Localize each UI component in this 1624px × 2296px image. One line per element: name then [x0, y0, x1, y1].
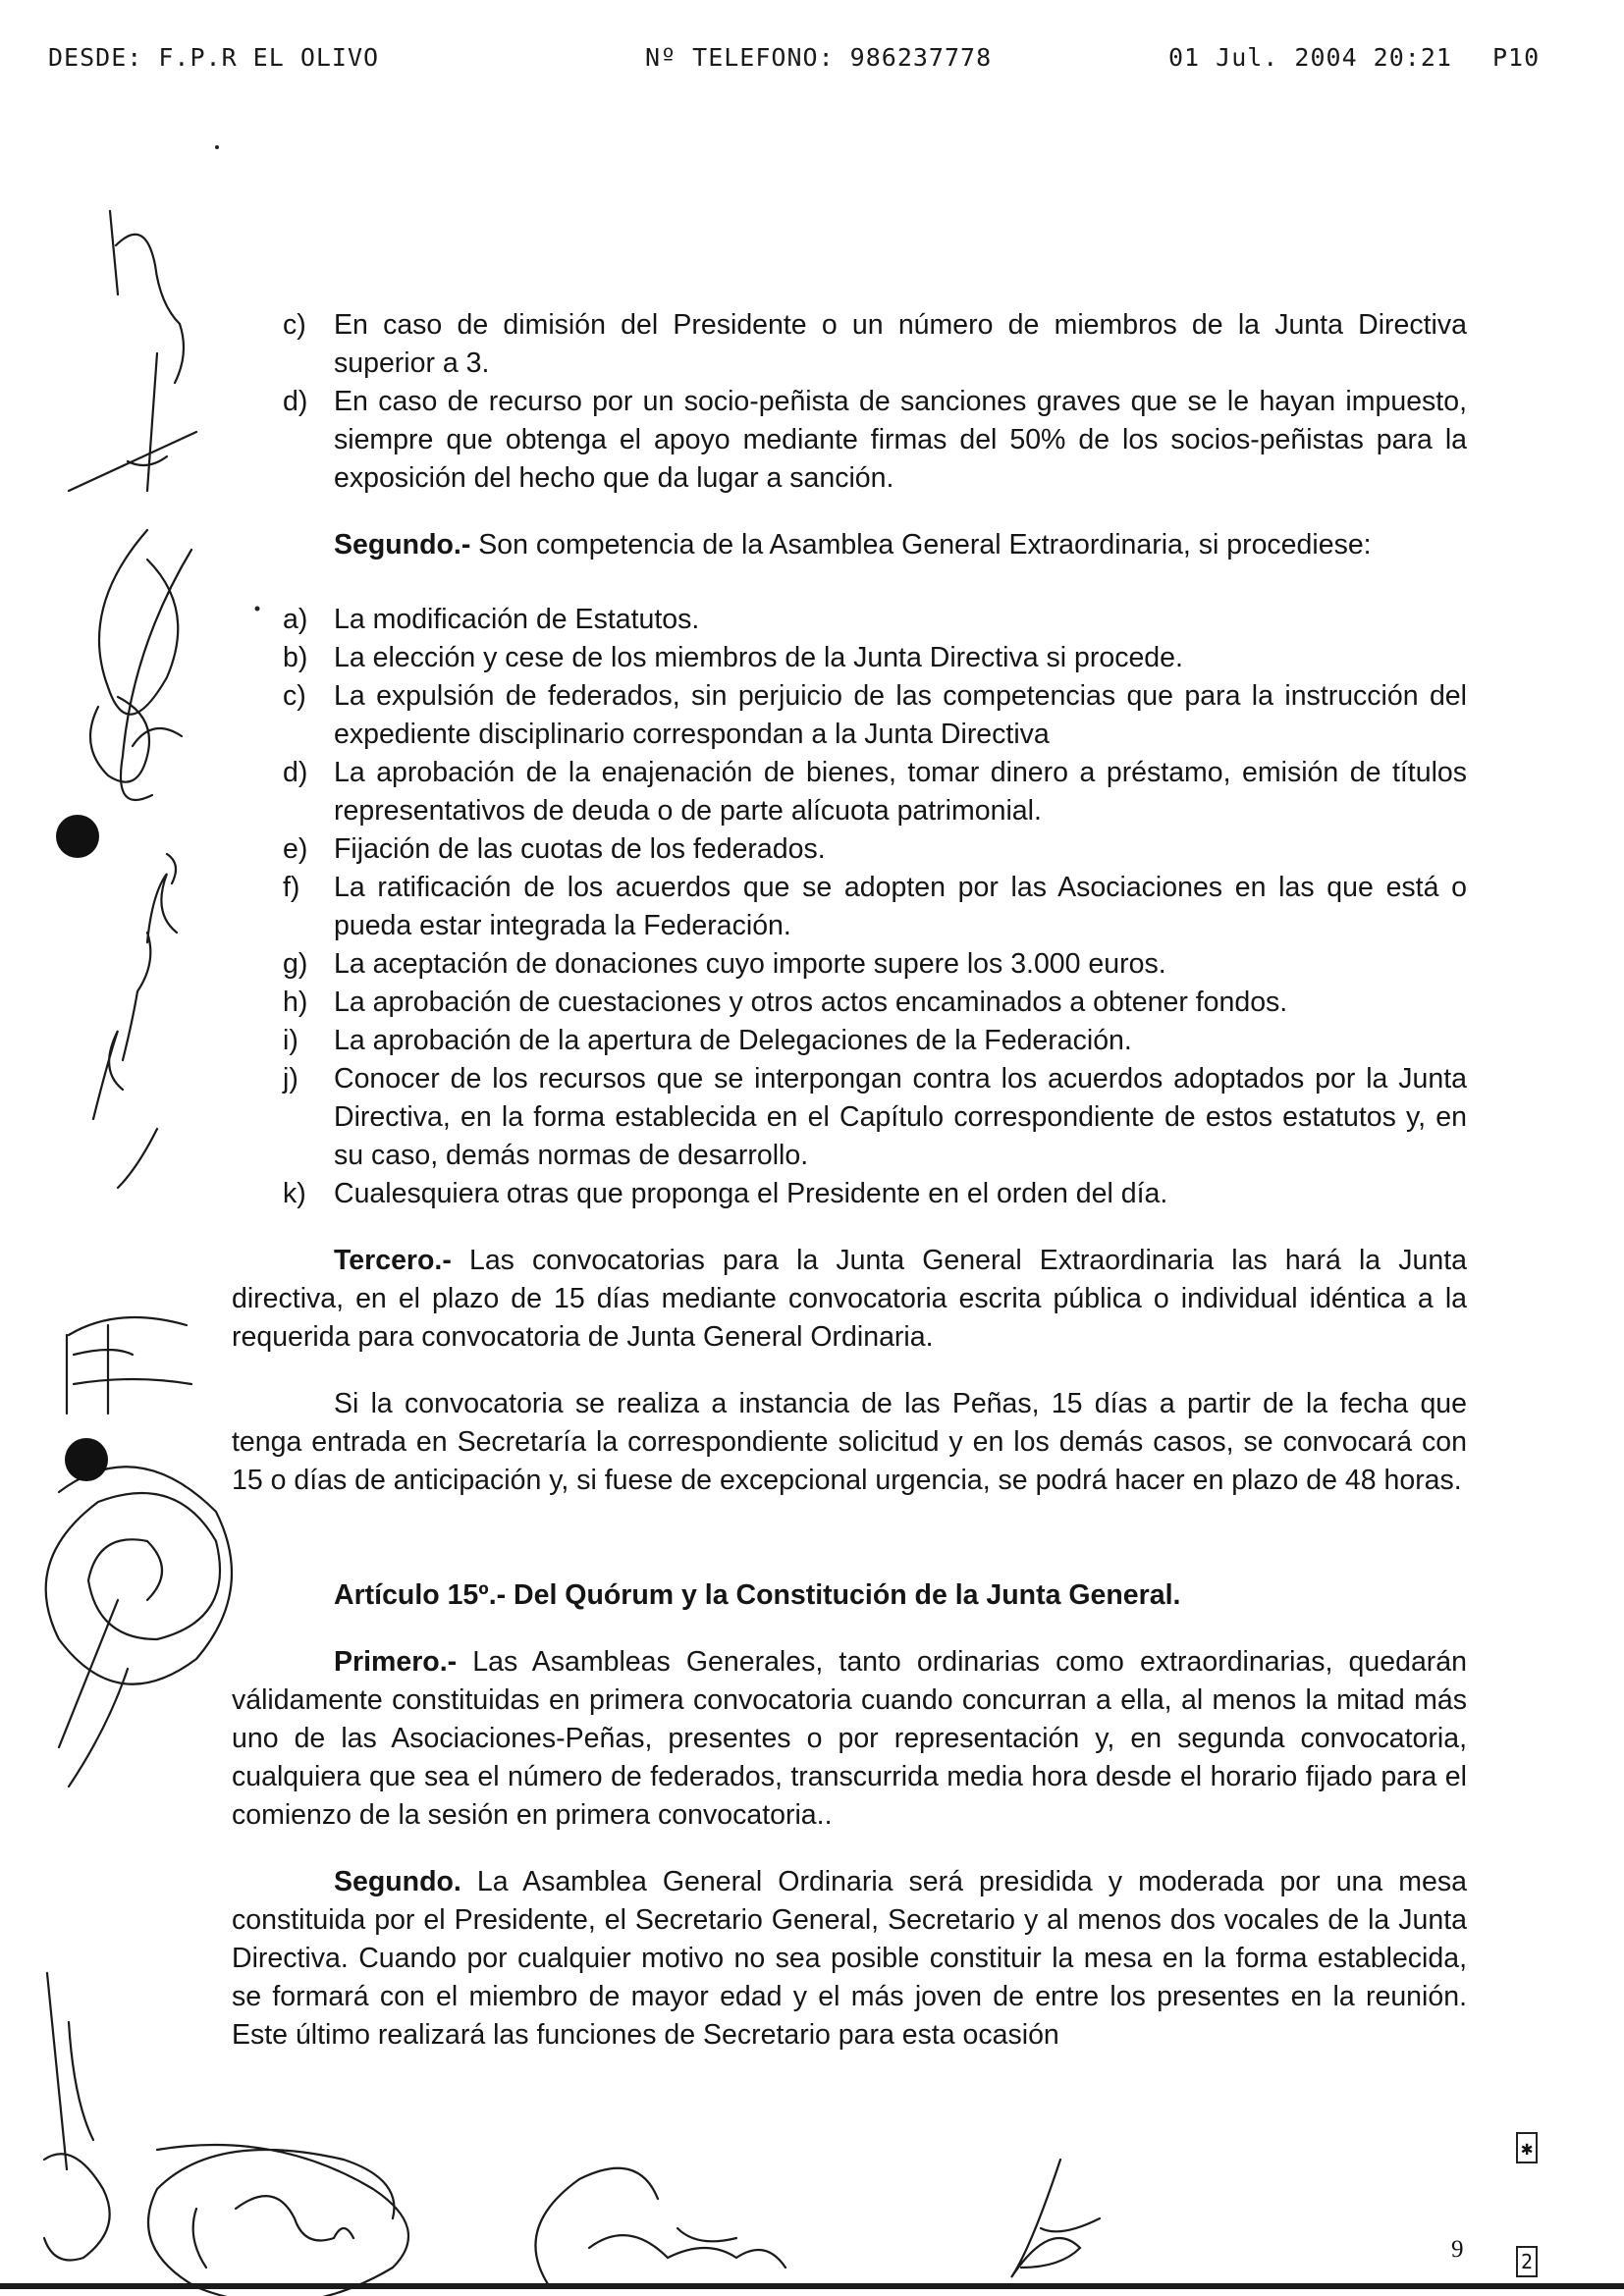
- list-marker: e): [283, 833, 308, 865]
- margin-vertical-name: [93, 854, 177, 1188]
- fax-page-code: P10: [1492, 43, 1541, 72]
- margin-signature-mark: [99, 530, 191, 800]
- list-item: [232, 1175, 1467, 1213]
- list-text: Fijación de las cuotas de los federados.: [334, 833, 826, 865]
- list-item: [232, 1060, 1467, 1175]
- list-marker: d): [283, 386, 308, 417]
- list-item: [232, 306, 1467, 383]
- list-text: En caso de recurso por un socio-peñista de sanciones graves que se le hayan impuesto, siempre que obtenga el apoyo mediante firmas del 50% de los socios-peñistas para la exposición del hecho que da lugar a sanción.: [334, 386, 1467, 494]
- list-text: La ratificación de los acuerdos que se adopten por las Asociaciones en las que está o pueda estar integrada la Federación.: [334, 872, 1467, 941]
- segundo2-text: La Asamblea General Ordinaria será presidida y moderada por una mesa constituida por el Presidente, el Secretario General, Secretario y al menos dos vocales de la Junta Directiva. Cuando por cualquier motivo no sea posible constituir la mesa en la forma establecida, se formará con el miembro de mayor edad y el más joven de entre los presentes en la reunión. Este último realizará las funciones de Secretario para esta ocasión: [232, 1866, 1467, 2051]
- list-top: [232, 306, 1467, 498]
- list-item: [232, 754, 1467, 830]
- list-item: [232, 677, 1467, 754]
- fax-sender: DESDE: F.P.R EL OLIVO: [48, 43, 380, 72]
- hole-punch-mark: [65, 1438, 108, 1481]
- segundo-text: Son competencia de la Asamblea General Extraordinaria, si procediese:: [470, 529, 1372, 561]
- list-marker: c): [283, 309, 306, 341]
- tercero-lead: Tercero.-: [334, 1245, 452, 1276]
- list-item: [232, 945, 1467, 984]
- article-15-heading: Artículo 15º.- Del Quórum y la Constitución de la Junta General.: [334, 1579, 1181, 1611]
- list-item: [232, 830, 1467, 869]
- fax-datetime: 01 Jul. 2004 20:21: [1168, 43, 1452, 72]
- segundo-lead: Segundo.-: [334, 529, 471, 561]
- corner-box-mark: 2: [1516, 2246, 1538, 2277]
- convocatoria-paragraph: Si la convocatoria se realiza a instancia de las Peñas, 15 días a partir de la fecha que tenga entrada en Secretaría la correspondiente solicitud y en los demás casos, se convocará con 15 o días de anticipación y, si fuese de excepcional urgencia, se podrá hacer en plazo de 48 horas.: [232, 1388, 1467, 1496]
- hole-punch-mark: [56, 815, 99, 858]
- segundo2-lead: Segundo.: [334, 1866, 461, 1897]
- list-marker: g): [283, 948, 308, 980]
- fax-header: [0, 43, 1624, 82]
- list-item: [232, 1022, 1467, 1060]
- list-text: Cualesquiera otras que proponga el Presidente en el orden del día.: [334, 1178, 1168, 1209]
- bottom-signature-3: [1011, 2160, 1100, 2277]
- margin-bottom-mark: [44, 1973, 110, 2261]
- primero-lead: Primero.-: [334, 1646, 458, 1678]
- tercero-text: Las convocatorias para la Junta General Extraordinaria las hará la Junta directiva, en el plazo de 15 días mediante convocatoria escrita pública o individual idéntica a la requerida para convocatoria de Junta General Ordinaria.: [232, 1245, 1467, 1353]
- list-marker: h): [283, 987, 308, 1018]
- list-text: La modificación de Estatutos.: [334, 604, 700, 635]
- list-marker: f): [283, 872, 300, 903]
- list-marker: i): [283, 1025, 298, 1056]
- primero-text: Las Asambleas Generales, tanto ordinarias como extraordinarias, quedarán válidamente constituidas en primera convocatoria cuando concurran a ella, al menos la mitad más uno de las Asociaciones-Peñas, presentes o por representación y, en segunda convocatoria, cualquiera que sea el número de federados, transcurrida media hora desde el horario fijado para el comienzo de la sesión en primera convocatoria..: [232, 1646, 1467, 1831]
- margin-signature-mark: [90, 697, 182, 782]
- list-text: La expulsión de federados, sin perjuicio de las competencias que para la instrucción del expediente disciplinario correspondan a la Junta Directiva: [334, 680, 1467, 750]
- list-text: La aprobación de la enajenación de bienes, tomar dinero a préstamo, emisión de títulos representativos de deuda o de parte alícuota patrimonial.: [334, 757, 1467, 827]
- margin-initial-mark: [110, 211, 184, 383]
- tercero-paragraph: [232, 1242, 1467, 1357]
- list-text: La aceptación de donaciones cuyo importe supere los 3.000 euros.: [334, 948, 1166, 980]
- list-text: Conocer de los recursos que se interpongan contra los acuerdos adoptados por la Junta Directiva, en la forma establecida en el Capítulo correspondiente de estos estatutos y, en su caso, demás normas de desarrollo.: [334, 1063, 1467, 1171]
- fax-phone: Nº TELEFONO: 986237778: [645, 43, 993, 72]
- page-number: 9: [1451, 2236, 1464, 2263]
- list-text: La aprobación de la apertura de Delegaciones de la Federación.: [334, 1025, 1132, 1056]
- document-body: [232, 306, 1467, 2055]
- list-text: En caso de dimisión del Presidente o un número de miembros de la Junta Directiva superior a 3.: [334, 309, 1467, 379]
- corner-box-mark: ✱: [1516, 2132, 1538, 2163]
- bottom-scan-rule: [0, 2283, 1624, 2289]
- list-item: [232, 869, 1467, 945]
- segundo-paragraph: [232, 1863, 1467, 2055]
- margin-initial-mark: [69, 353, 196, 491]
- dot-mark: [215, 145, 219, 149]
- list-item: [232, 601, 1467, 639]
- bottom-signature-2: [535, 2168, 785, 2287]
- list-item: [232, 383, 1467, 498]
- primero-paragraph: [232, 1643, 1467, 1835]
- bottom-signature-1: [148, 2145, 408, 2296]
- margin-spiral-signature: [59, 1600, 128, 1787]
- list-marker: d): [283, 757, 308, 788]
- list-text: La aprobación de cuestaciones y otros actos encaminados a obtener fondos.: [334, 987, 1288, 1018]
- margin-spiral-signature: [46, 1467, 232, 1683]
- list-marker: b): [283, 642, 308, 673]
- list-item: [232, 984, 1467, 1022]
- list-marker: a): [283, 604, 308, 635]
- list-item: [232, 639, 1467, 677]
- list-text: La elección y cese de los miembros de la Junta Directiva si procede.: [334, 642, 1183, 673]
- list-marker: k): [283, 1178, 306, 1209]
- segundo-intro: [232, 526, 1467, 564]
- list-marker: j): [283, 1063, 298, 1095]
- margin-stamp-mark: [67, 1317, 191, 1414]
- list-marker: c): [283, 680, 306, 712]
- list-competencias: [232, 601, 1467, 1213]
